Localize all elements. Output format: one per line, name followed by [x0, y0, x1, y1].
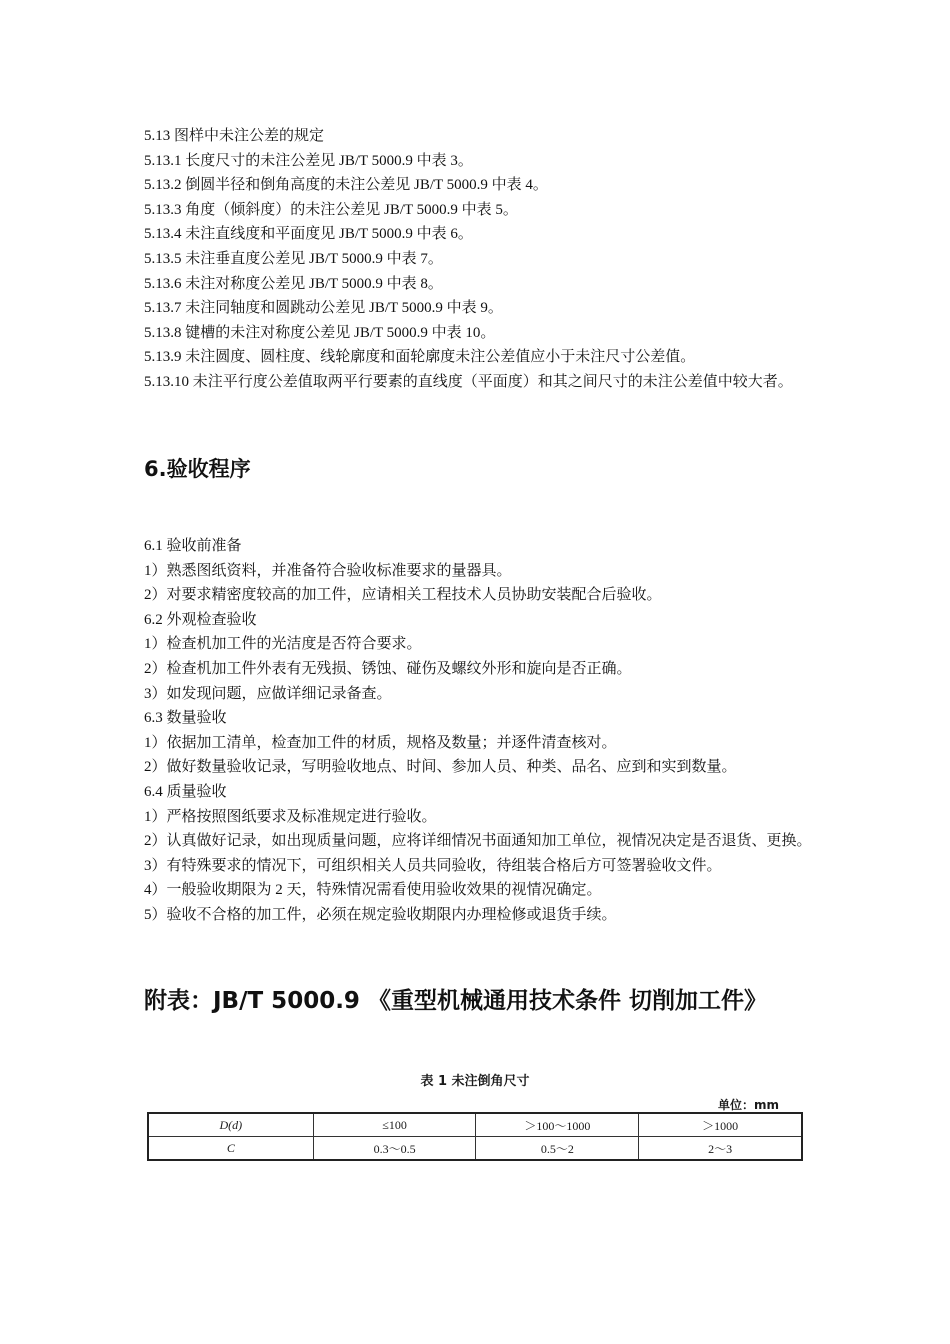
table-1 [147, 1112, 803, 1161]
clause-5-13-10: 5.13.10 未注平行度公差值取两平行要素的直线度（平面度）和其之间尺寸的未注公差值中较大者。 [144, 373, 793, 390]
table-header-cell: ＞100～1000 [476, 1113, 639, 1137]
list-item: 5）验收不合格的加工件，必须在规定验收期限内办理检修或退货手续。 [144, 906, 617, 923]
section-5-13-title: 5.13 图样中未注公差的规定 [144, 128, 325, 144]
list-item: 3）如发现问题，应做详细记录备查。 [144, 685, 392, 702]
section-5-13 [144, 124, 834, 395]
clause-5-13-7: 5.13.7 未注同轴度和圆跳动公差见 JB/T 5000.9 中表 9。 [144, 300, 503, 317]
table-row [148, 1113, 802, 1137]
table-header-cell: ＞1000 [639, 1113, 802, 1137]
appendix-heading: 附表：JB/T 5000.9 《重型机械通用技术条件 切削加工件》 [144, 988, 767, 1014]
list-item: 2）检查机加工件外表有无残损、锈蚀、碰伤及螺纹外形和旋向是否正确。 [144, 660, 632, 677]
list-item: 1）严格按照图纸要求及标准规定进行验收。 [144, 808, 437, 825]
list-item: 2）做好数量验收记录，写明验收地点、时间、参加人员、种类、品名、应到和实到数量。 [144, 759, 737, 776]
table-cell: C [148, 1137, 313, 1161]
subsection-6-3-title: 6.3 数量验收 [144, 710, 227, 727]
list-item: 2）对要求精密度较高的加工件，应请相关工程技术人员协助安装配合后验收。 [144, 587, 662, 604]
table-cell: 0.3～0.5 [313, 1137, 476, 1161]
clause-5-13-2: 5.13.2 倒圆半径和倒角高度的未注公差见 JB/T 5000.9 中表 4。 [144, 177, 548, 194]
clause-5-13-8: 5.13.8 键槽的未注对称度公差见 JB/T 5000.9 中表 10。 [144, 324, 496, 341]
list-item: 1）检查机加工件的光洁度是否符合要求。 [144, 636, 422, 653]
subsection-6-1-title: 6.1 验收前准备 [144, 538, 242, 554]
subsection-6-2-title: 6.2 外观检查验收 [144, 611, 257, 628]
clause-5-13-6: 5.13.6 未注对称度公差见 JB/T 5000.9 中表 8。 [144, 275, 443, 292]
clause-5-13-1: 5.13.1 长度尺寸的未注公差见 JB/T 5000.9 中表 3。 [144, 152, 473, 169]
list-item: 1）依据加工清单，检查加工件的材质，规格及数量；并逐件清查核对。 [144, 734, 617, 751]
table-cell: 2～3 [639, 1137, 802, 1161]
clause-5-13-3: 5.13.3 角度（倾斜度）的未注公差见 JB/T 5000.9 中表 5。 [144, 201, 518, 218]
table-header-cell: D(d) [148, 1113, 313, 1137]
table-1-caption: 表 1 未注倒角尺寸 [420, 1074, 530, 1089]
table-header-cell: ≤100 [313, 1113, 476, 1137]
table-row [148, 1137, 802, 1161]
list-item: 3）有特殊要求的情况下，可组织相关人员共同验收，待组装合格后方可签署验收文件。 [144, 857, 722, 874]
table-1-unit: 单位：mm [718, 1098, 780, 1112]
table-cell: 0.5～2 [476, 1137, 639, 1161]
section-6-body [144, 534, 834, 928]
list-item: 4）一般验收期限为 2 天，特殊情况需看使用验收效果的视情况确定。 [144, 882, 602, 899]
list-item: 2）认真做好记录，如出现质量问题，应将详细情况书面通知加工单位，视情况决定是否退货、更换。 [144, 833, 812, 850]
clause-5-13-9: 5.13.9 未注圆度、圆柱度、线轮廓度和面轮廓度未注公差值应小于未注尺寸公差值。 [144, 349, 696, 366]
section-6-heading: 6.验收程序 [144, 457, 251, 481]
list-item: 1）熟悉图纸资料，并准备符合验收标准要求的量器具。 [144, 562, 512, 579]
subsection-6-4-title: 6.4 质量验收 [144, 783, 227, 800]
clause-5-13-4: 5.13.4 未注直线度和平面度见 JB/T 5000.9 中表 6。 [144, 226, 473, 243]
clause-5-13-5: 5.13.5 未注垂直度公差见 JB/T 5000.9 中表 7。 [144, 250, 443, 267]
